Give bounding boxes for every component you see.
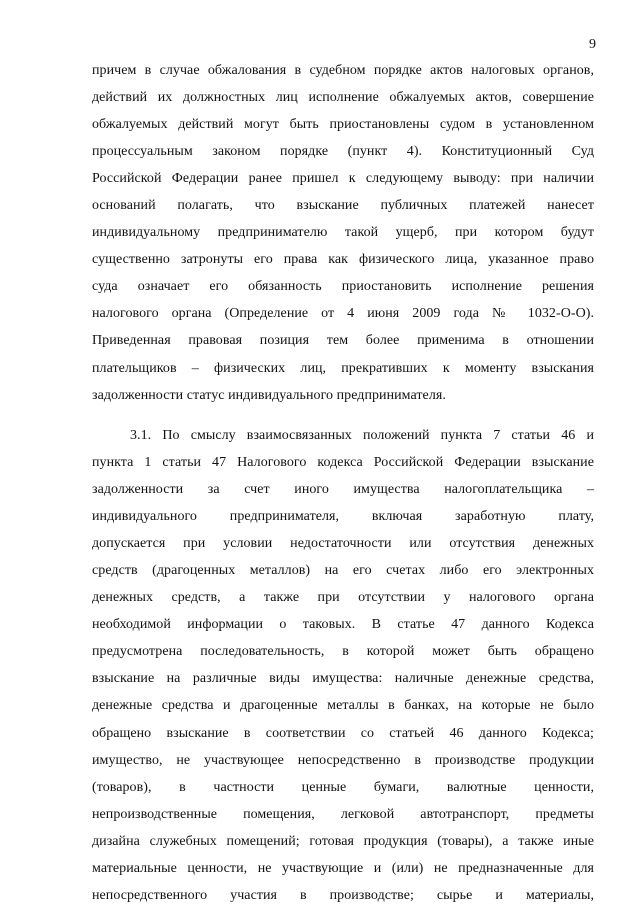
paragraph-line: взыскание на различные виды имущества: наличные денежные средства, <box>92 671 594 687</box>
paragraph-line: Российской Федерации ранее пришел к следующему выводу: при наличии <box>92 171 594 187</box>
paragraph-line: материальные ценности, не участвующие и (или) не предназначенные для <box>92 860 594 876</box>
paragraph-line: средств (драгоценных металлов) на его счетах либо его электронных <box>92 563 594 579</box>
paragraph-line: непроизводственные помещения, легковой автотранспорт, предметы <box>92 806 594 822</box>
paragraph-line: причем в случае обжалования в судебном порядке актов налоговых органов, <box>92 63 594 78</box>
paragraph-line: (товаров), в частности ценные бумаги, валютные ценности, <box>92 779 594 795</box>
page-number: 9 <box>589 37 596 52</box>
paragraph-2 <box>92 422 594 909</box>
paragraph-line: непосредственного участия в производстве; сырье и материалы, <box>92 887 594 903</box>
paragraph-line: действий их должностных лиц исполнение обжалуемых актов, совершение <box>92 90 594 106</box>
paragraph-line: имущество, не участвующее непосредственно в производстве продукции <box>92 752 594 768</box>
paragraph-line: денежные средства и драгоценные металлы в банках, на которые не было <box>92 698 594 714</box>
paragraph-line: допускается при условии недостаточности или отсутствия денежных <box>92 536 594 552</box>
paragraph-line: индивидуального предпринимателя, включая заработную плату, <box>92 509 594 525</box>
paragraph-line: денежных средств, а также при отсутствии у налогового органа <box>92 590 594 606</box>
paragraph-line: задолженности за счет иного имущества налогоплательщика – <box>92 482 594 498</box>
paragraph-line: 3.1. По смыслу взаимосвязанных положений пункта 7 статьи 46 и <box>130 428 594 443</box>
paragraph-line: дизайна служебных помещений; готовая продукция (товары), а также иные <box>92 833 594 849</box>
paragraph-line: индивидуальному предпринимателю такой ущерб, при котором будут <box>92 225 594 241</box>
paragraph-line: необходимой информации о таковых. В статье 47 данного Кодекса <box>92 617 594 633</box>
paragraph-line: обращено взыскание в соответствии со статьей 46 данного Кодекса; <box>92 725 594 741</box>
paragraph-line: Приведенная правовая позиция тем более применима в отношении <box>92 333 594 349</box>
paragraph-line: процессуальным законом порядке (пункт 4). Конституционный Суд <box>92 144 594 160</box>
paragraph-line: суда означает его обязанность приостановить исполнение решения <box>92 279 594 295</box>
paragraph-line: обжалуемых действий могут быть приостановлены судом в установленном <box>92 117 594 133</box>
paragraph-line: оснований полагать, что взыскание публичных платежей нанесет <box>92 198 594 214</box>
paragraph-line: плательщиков – физических лиц, прекративших к моменту взыскания <box>92 360 594 376</box>
paragraph-line: налогового органа (Определение от 4 июня 2009 года № 1032-О-О). <box>92 306 594 322</box>
paragraph-1 <box>92 57 594 409</box>
paragraph-line: задолженности статус индивидуального предпринимателя. <box>92 387 446 403</box>
paragraph-line: существенно затронуты его права как физического лица, указанное право <box>92 252 594 268</box>
paragraph-line: предусмотрена последовательность, в которой может быть обращено <box>92 644 594 660</box>
paragraph-line: пункта 1 статьи 47 Налогового кодекса Российской Федерации взыскание <box>92 455 594 471</box>
